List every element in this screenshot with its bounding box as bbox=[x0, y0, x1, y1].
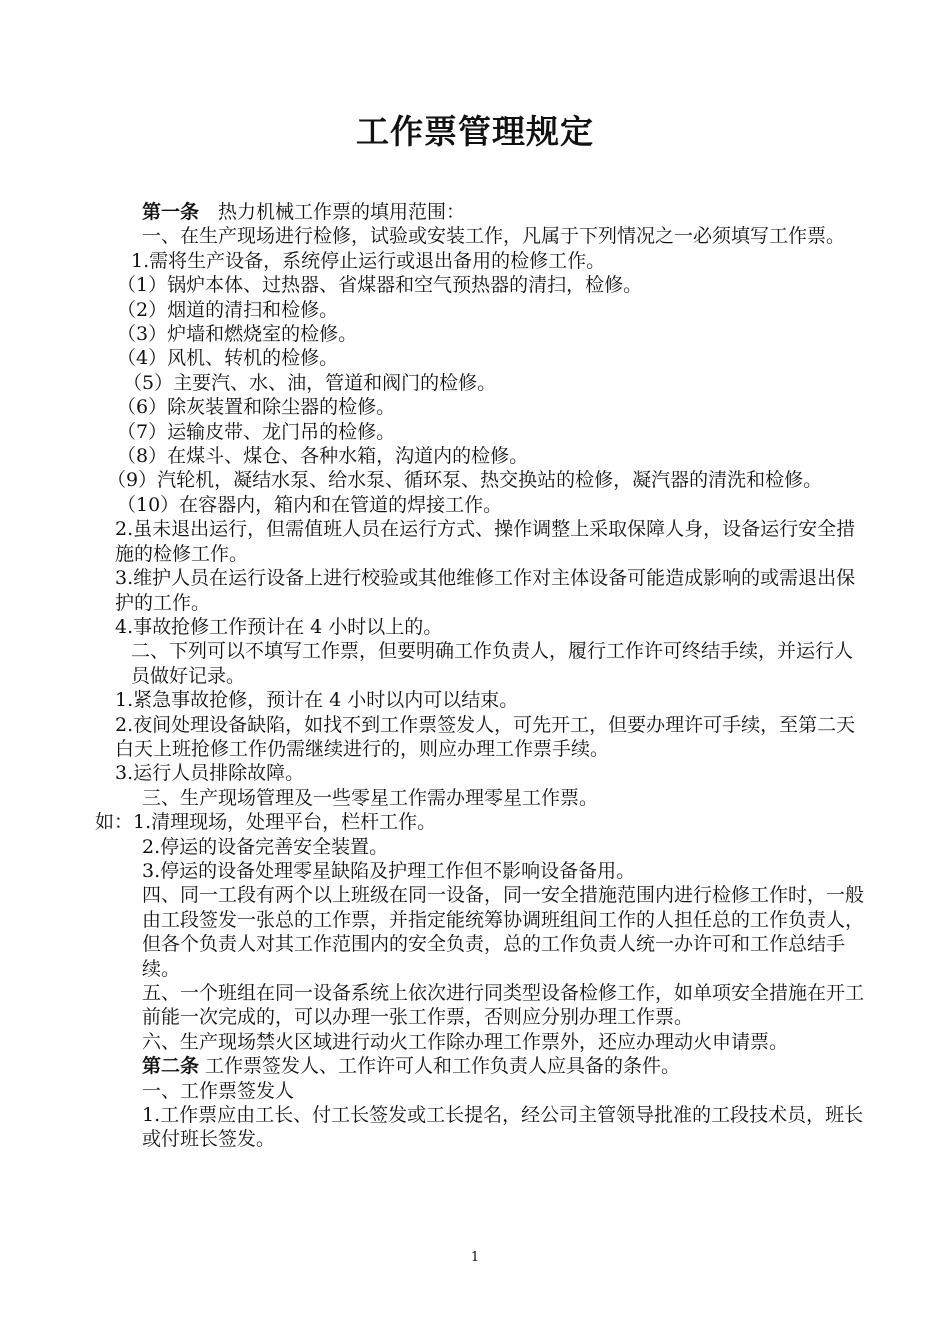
paragraph-line bbox=[95, 566, 865, 615]
paragraph-text: 五、一个班组在同一设备系统上依次进行同类型设备检修工作，如单项安全措施在开工前能一次完成的，可以办理一张工作票，否则应分别办理工作票。 bbox=[142, 982, 865, 1029]
paragraph-text: 工作票签发人、工作许可人和工作负责人应具备的条件。 bbox=[199, 1055, 681, 1078]
paragraph-text: 如：1.清理现场，处理平台，栏杆工作。 bbox=[95, 811, 437, 834]
paragraph-text: 六、生产现场禁火区域进行动火工作除办理工作票外，还应办理动火申请票。 bbox=[142, 1030, 789, 1053]
paragraph-line bbox=[95, 883, 865, 981]
paragraph-text: 3.运行人员排除故障。 bbox=[115, 762, 305, 785]
article-heading: 第一条 bbox=[142, 201, 200, 223]
paragraph-line bbox=[95, 761, 865, 785]
article-heading: 第二条 bbox=[142, 1055, 200, 1078]
paragraph-line bbox=[95, 371, 865, 395]
paragraph-text: 2.停运的设备完善安全装置。 bbox=[142, 835, 389, 858]
paragraph-text: 3.停运的设备处理零星缺陷及护理工作但不影响设备备用。 bbox=[142, 859, 636, 882]
paragraph-text: （10）在容器内，箱内和在管道的焊接工作。 bbox=[117, 493, 503, 516]
paragraph-text: 2.虽未退出运行，但需值班人员在运行方式、操作调整上采取保障人身，设备运行安全措施的检修工作。 bbox=[115, 518, 856, 565]
paragraph-line bbox=[95, 517, 865, 566]
paragraph-line bbox=[95, 1054, 865, 1078]
paragraph-line bbox=[95, 322, 865, 346]
paragraph-text: （4）风机、转机的检修。 bbox=[117, 347, 339, 370]
paragraph-text: 4.事故抢修工作预计在 4 小时以上的。 bbox=[115, 615, 443, 638]
paragraph-line bbox=[95, 688, 865, 712]
document-body bbox=[95, 200, 865, 1152]
paragraph-text: 一、工作票签发人 bbox=[142, 1079, 295, 1102]
paragraph-text: （5）主要汽、水、油，管道和阀门的检修。 bbox=[123, 371, 497, 394]
paragraph-line bbox=[95, 444, 865, 468]
paragraph-line bbox=[95, 1103, 865, 1152]
paragraph-line bbox=[95, 224, 865, 248]
paragraph-text: 3.维护人员在运行设备上进行校验或其他维修工作对主体设备可能造成影响的或需退出保护的工作。 bbox=[115, 567, 856, 614]
paragraph-line bbox=[95, 298, 865, 322]
paragraph-line bbox=[95, 859, 865, 883]
paragraph-text: 1.需将生产设备，系统停止运行或退出备用的检修工作。 bbox=[131, 249, 606, 272]
document-title: 工作票管理规定 bbox=[356, 112, 594, 151]
paragraph-line bbox=[95, 615, 865, 639]
page-number: 1 bbox=[470, 1250, 480, 1265]
paragraph-text: 四、同一工段有两个以上班级在同一设备，同一安全措施范围内进行检修工作时，一般由工段签发一张总的工作票，并指定能统筹协调班组间工作的人担任总的工作负责人，但各个负责人对其工作范围内的安全负责，总的工作负责人统一办许可和工作总结手续。 bbox=[142, 884, 865, 980]
paragraph-line bbox=[95, 249, 865, 273]
paragraph-line bbox=[95, 713, 865, 762]
paragraph-line bbox=[95, 346, 865, 370]
paragraph-text: 2.夜间处理设备缺陷，如找不到工作票签发人，可先开工，但要办理许可手续，至第二天白天上班抢修工作仍需继续进行的，则应办理工作票手续。 bbox=[115, 713, 856, 760]
paragraph-text: （3）炉墙和燃烧室的检修。 bbox=[117, 323, 358, 346]
paragraph-line bbox=[95, 273, 865, 297]
paragraph-line bbox=[95, 1030, 865, 1054]
paragraph-text: 三、生产现场管理及一些零星工作需办理零星工作票。 bbox=[142, 786, 599, 809]
paragraph-line bbox=[95, 468, 865, 492]
paragraph-line bbox=[95, 420, 865, 444]
paragraph-line bbox=[95, 200, 865, 224]
paragraph-text: 1.工作票应由工长、付工长签发或工长提名，经公司主管领导批准的工段技术员，班长或付班长签发。 bbox=[142, 1104, 864, 1151]
paragraph-text: （7）运输皮带、龙门吊的检修。 bbox=[117, 420, 396, 443]
paragraph-text: 热力机械工作票的填用范围： bbox=[199, 201, 466, 223]
paragraph-text: （6）除灰装置和除尘器的检修。 bbox=[117, 396, 396, 419]
paragraph-line bbox=[95, 1079, 865, 1103]
paragraph-line bbox=[95, 395, 865, 419]
paragraph-line bbox=[95, 493, 865, 517]
paragraph-line bbox=[95, 786, 865, 810]
paragraph-text: （2）烟道的清扫和检修。 bbox=[117, 298, 339, 321]
paragraph-line bbox=[95, 639, 865, 688]
paragraph-line bbox=[95, 810, 865, 834]
paragraph-text: 二、下列可以不填写工作票，但要明确工作负责人，履行工作许可终结手续，并运行人员做好记录。 bbox=[131, 640, 854, 687]
paragraph-line bbox=[95, 835, 865, 859]
paragraph-text: （8）在煤斗、煤仓、各种水箱，沟道内的检修。 bbox=[117, 445, 529, 468]
paragraph-text: （1）锅炉本体、过热器、省煤器和空气预热器的清扫，检修。 bbox=[117, 274, 643, 297]
paragraph-text: 一、在生产现场进行检修，试验或安装工作，凡属于下列情况之一必须填写工作票。 bbox=[142, 225, 846, 248]
paragraph-line bbox=[95, 981, 865, 1030]
paragraph-text: （9）汽轮机，凝结水泵、给水泵、循环泵、热交换站的检修，凝汽器的清洗和检修。 bbox=[107, 469, 823, 492]
paragraph-text: 1.紧急事故抢修，预计在 4 小时以内可以结束。 bbox=[115, 689, 519, 712]
